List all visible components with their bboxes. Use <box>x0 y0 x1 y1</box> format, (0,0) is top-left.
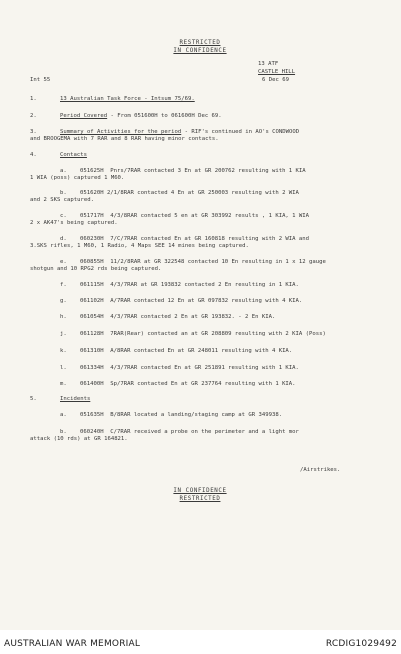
intsum-number: Int 55 <box>30 77 51 83</box>
location: CASTLE HILL <box>258 69 296 75</box>
classification-top-restricted: RESTRICTED <box>179 40 221 46</box>
contact-j-letter: j. <box>60 331 67 337</box>
contact-m-letter: m. <box>60 381 67 387</box>
section-2-line <box>60 113 222 120</box>
section-2-label: Period Covered <box>60 113 108 119</box>
classification-bottom-in-confidence: IN CONFIDENCE <box>173 488 227 494</box>
incident-b-line-1: 060240H C/7RAR received a probe on the perimeter and a light mor <box>80 429 299 435</box>
contact-j-line-1: 061128H 7RAR(Rear) contacted an at GR 208809 resulting with 2 KIA (Poss) <box>80 331 326 337</box>
document-date: 6 Dec 69 <box>262 77 289 83</box>
archive-name: AUSTRALIAN WAR MEMORIAL <box>4 639 141 649</box>
contact-k-line-1: 061310H A/8RAR contacted En at GR 248011 resulting with 4 KIA. <box>80 348 293 354</box>
contact-k-letter: k. <box>60 348 67 354</box>
contact-b-letter: b. <box>60 190 67 196</box>
section-3-number: 3. <box>30 129 37 135</box>
contact-l-line-1: 061334H 4/3/7RAR contacted En at GR 251891 resulting with 1 KIA. <box>80 365 299 371</box>
archive-footer <box>0 630 401 654</box>
contact-b-line-1: 051620H 2/1/8RAR contacted 4 En at GR 250003 resulting with 2 WIA <box>80 190 299 196</box>
contact-d-line-2: 3.SKS rifles, 1 M60, 1 Radio, 4 Maps SEE 14 mines being captured. <box>30 243 249 249</box>
incident-a-line-1: 051635H B/8RAR located a landing/staging camp at GR 349938. <box>80 412 283 418</box>
contact-h-letter: h. <box>60 314 67 320</box>
contact-a-line-1: 051625H Pnrs/7RAR contacted 3 En at GR 200762 resulting with 1 KIA <box>80 168 306 174</box>
classification-bottom-restricted: RESTRICTED <box>179 496 221 502</box>
contact-b-line-2: and 2 SKS captured. <box>30 197 94 203</box>
contact-g-letter: g. <box>60 298 67 304</box>
contact-f-line-1: 061115H 4/3/7RAR at GR 193832 contacted 2 En resulting in 1 KIA. <box>80 282 299 288</box>
section-2-text: - From 051600H to 061600H Dec 69. <box>107 113 222 119</box>
section-5-number: 5. <box>30 396 37 402</box>
section-4-number: 4. <box>30 152 37 158</box>
section-3-line-1 <box>60 129 299 136</box>
contact-e-line-1: 060855H 11/2/8RAR at GR 322548 contacted 10 En resulting in 1 x 12 gauge <box>80 259 326 265</box>
archive-reference-id: RCDIG1029492 <box>325 639 397 649</box>
section-1-number: 1. <box>30 96 37 102</box>
airstrikes-annex-note: /Airstrikes. <box>300 467 341 473</box>
contact-c-line-2: 2 x AK47's being captured. <box>30 220 118 226</box>
section-1-text: 13 Australian Task Force - Intsum 75/69. <box>60 96 195 102</box>
contact-d-letter: d. <box>60 236 67 242</box>
contact-c-line-1: 051717H 4/3/8RAR contacted 5 en at GR 303992 results , 1 KIA, 1 WIA <box>80 213 310 219</box>
section-3-text-1: - RIF's continued in AO's CONDWOOD <box>181 129 300 135</box>
contact-g-line-1: 061102H A/7RAR contacted 12 En at GR 097832 resulting with 4 KIA. <box>80 298 303 304</box>
contact-e-line-2: shotgun and 10 RPG2 rds being captured. <box>30 266 162 272</box>
section-5-label: Incidents <box>60 396 91 402</box>
incident-a-letter: a. <box>60 412 67 418</box>
contact-c-letter: c. <box>60 213 67 219</box>
section-4-label: Contacts <box>60 152 87 158</box>
classification-top-in-confidence: IN CONFIDENCE <box>173 48 227 54</box>
contact-f-letter: f. <box>60 282 67 288</box>
contact-d-line-1: 060230H 7/C/7RAR contacted En at GR 160818 resulting with 2 WIA and <box>80 236 310 242</box>
contact-a-line-2: 1 WIA (poss) captured 1 M60. <box>30 175 125 181</box>
incident-b-line-2: attack (10 rds) at GR 164821. <box>30 436 128 442</box>
contact-m-line-1: 061400H Sp/7RAR contacted En at GR 237764 resulting with 1 KIA. <box>80 381 296 387</box>
contact-l-letter: l. <box>60 365 67 371</box>
contact-a-letter: a. <box>60 168 67 174</box>
contact-h-line-1: 061054H 4/3/7RAR contacted 2 En at GR 193832. - 2 En KIA. <box>80 314 276 320</box>
section-2-number: 2. <box>30 113 37 119</box>
incident-b-letter: b. <box>60 429 67 435</box>
unit-designation: 13 ATF <box>258 61 279 67</box>
contact-e-letter: e. <box>60 259 67 265</box>
section-3-label: Summary of Activities for the period <box>60 129 182 135</box>
section-3-line-2: and BROOGEMA with 7 RAR and 8 RAR having minor contacts. <box>30 136 219 142</box>
